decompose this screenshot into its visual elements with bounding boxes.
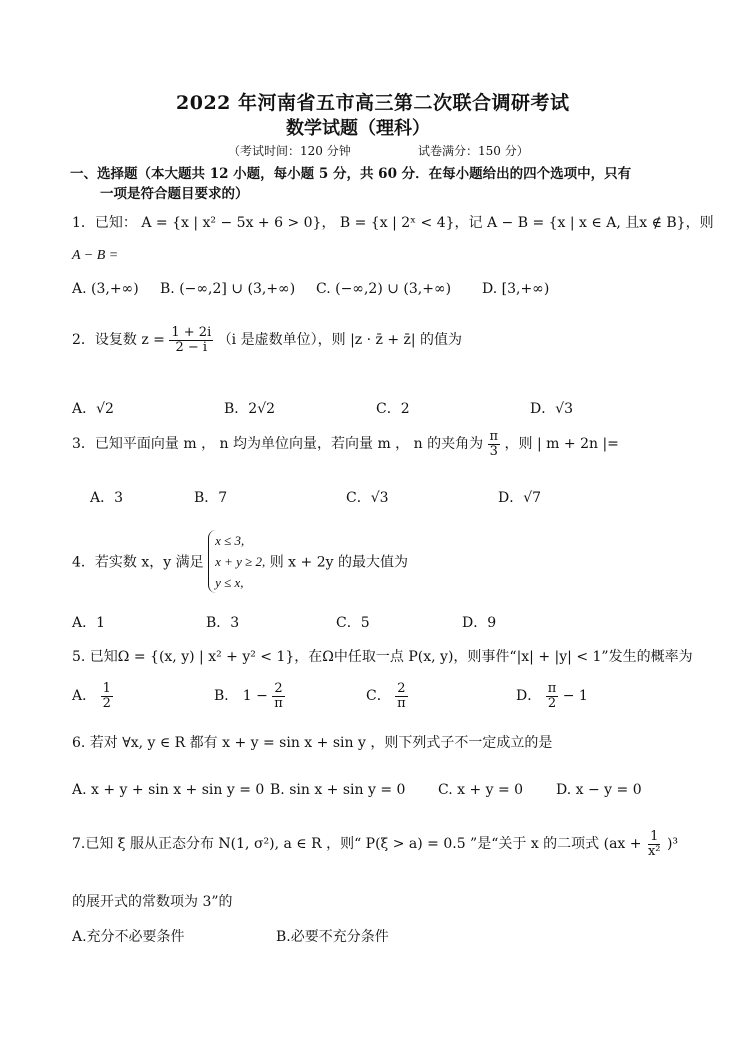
- question-3-prefix: 3．已知平面向量 m ， n 均为单位向量，若向量 m ， n 的夹角为: [72, 436, 484, 453]
- question-2-option-b: B．2√2: [224, 401, 276, 417]
- question-3-suffix: ，则 | m + 2n |=: [504, 436, 619, 453]
- question-6-option-b: B. sin x + sin y = 0: [270, 782, 406, 798]
- question-5-option-b-num: 2: [274, 681, 283, 696]
- question-7-option-b: B.必要不充分条件: [276, 929, 389, 945]
- question-3-fraction: [488, 430, 501, 458]
- question-5-option-c-label: C．: [366, 688, 391, 705]
- question-6-stem: 6. 若对 ∀x, y ∈ R 都有 x + y = sin x + sin y ，则下列式子不一定成立的是: [72, 735, 553, 751]
- question-3-option-d: D．√7: [498, 490, 542, 506]
- question-5-option-b-den: π: [274, 695, 283, 711]
- question-7-stem-tail: )³: [666, 836, 679, 853]
- question-1-option-b: B. (−∞,2] ∪ (3,+∞): [160, 281, 296, 297]
- question-5-option-c-den: π: [397, 695, 406, 711]
- question-7-option-a: A.充分不必要条件: [72, 929, 185, 945]
- question-4-option-d: D．9: [462, 615, 497, 631]
- question-5-option-a-label: A．: [72, 688, 97, 705]
- question-3-option-a: A．3: [90, 490, 124, 506]
- question-2-stem: [72, 326, 462, 354]
- question-2-option-a: A．√2: [72, 401, 114, 417]
- question-7-frac-den: x²: [647, 843, 661, 859]
- question-4-constraint-3: y ≤ x,: [215, 575, 244, 590]
- question-5-option-a: [72, 682, 113, 710]
- question-5-option-b-label: B．: [214, 688, 239, 705]
- question-7-stem: [72, 830, 678, 858]
- question-3-option-c: C．√3: [346, 490, 389, 506]
- question-5-option-c: [366, 682, 408, 710]
- question-6-option-a: A. x + y + sin x + sin y = 0: [72, 782, 265, 798]
- question-2-option-c: C．2: [376, 401, 410, 417]
- question-1-option-c: C. (−∞,2) ∪ (3,+∞): [316, 281, 452, 297]
- question-5-option-c-num: 2: [397, 681, 406, 696]
- question-5-option-d-fraction: [546, 682, 559, 710]
- question-5-option-b-pre: 1 −: [242, 688, 268, 705]
- question-6-option-d: D. x − y = 0: [556, 782, 642, 798]
- question-5-option-d-num: π: [547, 681, 557, 696]
- question-4-stem: [72, 530, 408, 593]
- question-5-option-c-fraction: [395, 682, 408, 710]
- question-3-stem: [72, 430, 619, 458]
- question-5-option-d-den: 2: [547, 695, 557, 711]
- question-2-prefix: 2．设复数 z =: [72, 332, 165, 349]
- question-5-option-a-fraction: [101, 682, 113, 710]
- question-4-prefix: 4．若实数 x，y 满足: [72, 554, 204, 571]
- question-2-fraction: [169, 326, 213, 354]
- question-4-option-a: A．1: [72, 615, 106, 631]
- question-4-constraint-system: [208, 530, 265, 593]
- question-5-option-b: [214, 682, 285, 710]
- question-4-option-b: B．3: [206, 615, 240, 631]
- question-1-stem-cont: A − B =: [72, 248, 119, 263]
- question-5-stem: 5. 已知Ω = {(x, y) | x² + y² < 1}，在Ω中任取一点 P(x, y)，则事件“|x| + |y| < 1”发生的概率为: [72, 649, 693, 665]
- question-5-option-d-post: − 1: [562, 688, 588, 705]
- section-heading-line1: 一、选择题（本大题共 12 小题，每小题 5 分，共 60 分．在每小题给出的四个选项中，只有: [70, 166, 632, 182]
- question-4-suffix: 则 x + 2y 的最大值为: [269, 554, 408, 571]
- section-heading-line2: 一项是符合题目要求的）: [100, 186, 249, 202]
- question-2-option-d: D．√3: [530, 401, 574, 417]
- question-5-option-b-fraction: [272, 682, 285, 710]
- question-7-stem-text: 7.已知 ξ 服从正态分布 N(1, σ²), a ∈ R ，则“ P(ξ > a) = 0.5 ”是“关于 x 的二项式 (ax +: [72, 836, 642, 853]
- question-4-constraint-1: x ≤ 3,: [215, 533, 245, 548]
- exam-subtitle: 数学试题（理科）: [286, 118, 430, 139]
- full-score: 试卷满分：150 分）: [418, 144, 529, 158]
- question-3-frac-den: 3: [489, 443, 498, 459]
- question-1-stem: 1．已知： A = {x | x² − 5x + 6 > 0}， B = {x | 2ˣ < 4}，记 A − B = {x | x ∈ A, 且x ∉ B}，则: [72, 215, 714, 231]
- question-7-stem-cont: 的展开式的常数项为 3”的: [72, 894, 233, 910]
- question-3-frac-num: π: [489, 429, 499, 444]
- question-5-option-a-num: 1: [102, 681, 111, 696]
- question-1-option-a: A. (3,+∞): [72, 281, 139, 297]
- question-7-fraction: [646, 830, 663, 858]
- question-2-suffix: （i 是虚数单位），则 |z · z̄ + z̄| 的值为: [217, 332, 463, 349]
- question-1-option-d: D. [3,+∞): [482, 281, 550, 297]
- question-6-option-c: C. x + y = 0: [438, 782, 524, 798]
- exam-title: 2022 年河南省五市高三第二次联合调研考试: [176, 92, 570, 114]
- question-5-option-d: [516, 682, 588, 710]
- exam-time: （考试时间：120 分钟: [228, 144, 351, 158]
- question-2-frac-num: 1 + 2i: [171, 325, 212, 340]
- question-4-constraint-2: x + y ≥ 2,: [215, 554, 266, 569]
- question-3-option-b: B．7: [194, 490, 228, 506]
- question-7-frac-num: 1: [650, 829, 659, 844]
- question-5-option-a-den: 2: [102, 695, 111, 711]
- question-4-option-c: C．5: [336, 615, 370, 631]
- question-5-option-d-label: D．: [516, 688, 542, 705]
- question-2-frac-den: 2 − i: [175, 339, 208, 355]
